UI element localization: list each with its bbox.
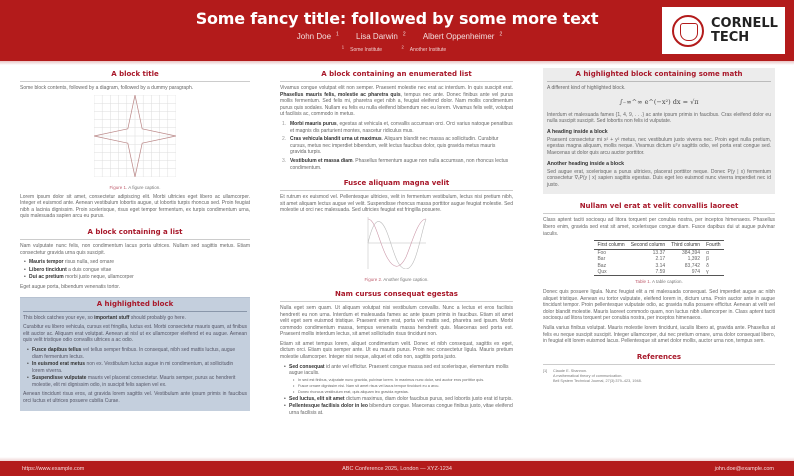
list-item: 1. Morbi mauris purus, egestas at vehicula et, convallis accumsan orci. Orci varius natoque penatibus et magnis dis parturient montes, nascetur ridiculus mus.: [282, 120, 513, 134]
header-divider: [0, 61, 794, 65]
block-text: Aenean tincidunt risus eros, at gravida lorem sagittis vel. Vestibulum ante ipsum primis in faucibus orci luctus et ultrices posuere cubilia Curae.: [23, 391, 247, 405]
gaussian-integral-equation: ∫₋∞^∞ e^(−x²) dx = √π: [619, 97, 699, 106]
block-text: Lorem ipsum dolor sit amet, consectetur adipiscing elit. Morbi ultricies eget libero ac ullamcorper. Integer et euismod ante. Aenean vestibulum lobortis augue, ut lobortis turpis rhoncus sed. Proin feugiat nibh a lacinia dignissim. Proin scelerisque, risus eget tempor fermentum, ex turpis condimentum urna, quis malesuada sapien arcu eu purus.: [20, 193, 250, 220]
figure-caption: Figure 2. Another figure caption.: [364, 276, 429, 282]
block-text: Eget augue porta, bibendum venenatis tortor.: [20, 283, 121, 290]
conference-info: ABC Conference 2025, London — XYZ-1234: [342, 466, 452, 472]
block-text: Vivamus congue volutpat elit non semper. Praesent molestie nec erat ac interdum. In quis suscipit erat. Phasellus mauris felis, molestie ac pharetra quis, tempus nec ante. Donec finibus ante vel purus mollis fermentum. Sed felis mi, pharetra eget nibh a, feugiat eleifend dolor. Nam mollis condimentum purus quis sodales. Nullam eu felis eu nulla eleifend bibendum nec eu lorem. Vivamus felis velit, volutpat ut facilisis ac, commodo in metus.: [280, 85, 513, 118]
university-seal-icon: [672, 15, 704, 47]
column-left: [20, 68, 250, 411]
block-table: [543, 200, 775, 344]
math-block: [543, 68, 775, 194]
block-title: Nam cursus consequat egestas: [280, 288, 513, 302]
block-title: A block containing an enumerated list: [280, 68, 513, 82]
sub-list-item: • In sed est finibus, vulputate nunc gravida, pulvinar lorem. In maximus nunc dolor, sed auctor eros porttitor quis.: [293, 378, 513, 383]
list-item: • Suspendisse vulputate mauris vel placerat consectetur. Mauris semper, purus ac hendrerit molestie, elit mi dignissim odio, in suscipit felis sapien vel ex.: [27, 375, 247, 388]
affiliation: $^1$Some Institute: [341, 44, 383, 53]
block-title: Fusce aliquam magna velit: [280, 177, 513, 191]
block-text: Nulla eget sem quam. Ut aliquam volutpat nisi vestibulum convallis. Nunc a lectus et eros facilisis hendrerit eu non urna. Interdum et malesuada fames ac ante ipsum primis in faucibus. Etiam sit amet velit eget sem euismod tristique. Praesent enim erat, porta vel mattis sed, pharetra sed ipsum. Morbi commodo condimentum massa, tempus venenatis massa hendrerit quis. Maecenas sed porta est. Praesent mollis interdum lectus, sit amet sollicitudin risus tincidunt non.: [280, 304, 513, 338]
bullet-list: [27, 347, 247, 389]
list-item: • Sed consequat id ante vel efficitur. Praesent congue massa sed est scelerisque, elementum mollis augue iaculis. • In sed est finibus, vulputate nunc gravida, pulvinar lorem. In maximus nunc dolor, sed auctor eros porttitor quis. • Fusce ornare dignissim nisi. Nam sit amet risus vel lacus tempor tincidunt eu a arcu. • Donec rhoncus vestibulum erat, quis aliquam leo gravida egestas.: [284, 364, 513, 395]
email-link[interactable]: john.doe@example.com: [714, 466, 774, 472]
reference-item: [1] Claude E. Shannon. A mathematical theory of communication. Bell System Technical Journal, 27(3):379–423, 1948.: [543, 368, 642, 383]
inner-heading: A heading inside a block: [547, 128, 608, 135]
block-title: A highlighted block: [23, 298, 247, 312]
column-right: [543, 68, 775, 390]
list-item: • Fusce dapibus tellus vel tellus semper finibus. In consequat, nibh sed mattis luctus, augue diam fermentum lectus.: [27, 347, 247, 360]
block-figure: [280, 177, 513, 282]
list-item: 2. Cras vehicula blandit urna ut maximus. Aliquam blandit nec massa ac sollicitudin. Curabitur cursus, metus nec imperdiet bibendum, velit lectus faucibus dolor, quis gravida metus mauris gravida turpis.: [282, 136, 499, 156]
website-link[interactable]: https://www.example.com: [22, 466, 85, 472]
block-text: Some block contents, followed by a diagram, followed by a dummy paragraph.: [20, 85, 194, 91]
poster-footer: [0, 461, 794, 476]
table-caption: Table 1. A table caption.: [635, 278, 683, 284]
list-item: • In euismod erat metus non ex. Vestibulum luctus augue in mi condimentum, at sollicitudin lorem viverra.: [27, 361, 247, 374]
block-title: Nullam vel erat at velit convallis laoreet: [543, 200, 775, 214]
table-row: Baz 3.14 83,742 δ: [597, 262, 709, 269]
column-middle: [280, 68, 513, 423]
list-item: 3. Vestibulum et massa diam. Phasellus fermentum augue non nulla accumsan, non rhoncus lectus condimentum.: [282, 157, 509, 171]
poster-header: [0, 0, 794, 61]
sine-wave-plot-icon: [366, 217, 428, 269]
block-text: Curabitur eu libero vehicula, cursus est fringilla, luctus est. Morbi consectetur mauris quam, at finibus elit auctor ac. Aliquam erat volutpat. Aenean at nisl ut ex ullamcorper eleifend et eu augue. Aenean quis velit tristique odio convallis ultrices a ac odio.: [23, 324, 247, 344]
list-item: • Dui ac pretium morbi justo neque, ullamcorper: [24, 274, 250, 281]
block-list: [20, 226, 250, 291]
data-table: [594, 240, 723, 276]
table-header-row: First column Second column Third column Fourth: [594, 241, 723, 250]
highlighted-block: [20, 297, 250, 411]
block-nested-list: [280, 288, 513, 417]
bullet-list: [24, 259, 250, 281]
figure-caption: Figure 1. A figure caption.: [109, 184, 161, 190]
list-item: • Pellentesque facilisis dolor in leo bibendum congue. Maecenas congue finibus justo, vitae eleifend urna facilisis at.: [284, 403, 513, 416]
block-text: This block catches your eye, so important stuff should probably go here.: [23, 314, 186, 321]
affiliation: $^2$Another Institute: [401, 44, 447, 53]
block-text: Nam vulputate nunc felis, non condimentum lacus porta ultrices. Nullam sed sagittis metus. Etiam consectetur gravida urna quis suscipit.: [20, 242, 250, 256]
author: John Doe $^1$: [296, 31, 339, 41]
enumerated-list: [282, 121, 513, 171]
block-text: Interdum et malesuada fames {1, 4, 9, . . .} ac ante ipsum primis in faucibus. Cras eleifend dolor eu nulla suscipit suscipit. Sed lobortis non felis id vulputate.: [547, 111, 771, 125]
logo-text: CORNELL TECH: [711, 15, 778, 45]
bullet-list: [284, 364, 513, 417]
block-title: References: [543, 351, 775, 365]
block-text: A different kind of highlighted block.: [547, 85, 626, 91]
block-text: Nulla varius finibus volutpat. Mauris molestie lorem tincidunt, iaculis libero at, gravida ante. Phasellus at felis eu neque suscipit suscipit. Integer ullamcorper, dui nec pretium ornare, urna dolor consequat libero, in feugiat elit lorem euismod lacus. Pellentesque sit amet dolor mollis, auctor urna non, tempus sem.: [543, 324, 775, 345]
sub-bullet-list: [293, 378, 513, 395]
block-title: A highlighted block containing some math: [547, 68, 771, 82]
star-diagram-icon: [94, 95, 176, 177]
block-text: Class aptent taciti sociosqu ad litora torquent per conubia nostra, per inceptos himenaeos. Phasellus libero enim, gravida sed erat sit amet, scelerisque congue diam. Fusce dapibus dui ut augue pulvinar iaculis.: [543, 217, 775, 237]
table-row: Bar 2.17 1,392 β: [597, 256, 709, 263]
sub-list-item: • Donec rhoncus vestibulum erat, quis aliquam leo gravida egestas.: [293, 390, 513, 395]
cornell-tech-logo: [662, 7, 785, 54]
block-title: A block title: [20, 68, 250, 82]
figure-2: [280, 217, 513, 282]
figure-1: [20, 95, 250, 190]
block-title: A block containing a list: [20, 226, 250, 240]
block-text: Sed augue erat, scelerisque a purus ultricies, placerat porttitor neque. Donec P(y | x) fermentum consectetur ∇ₓP(y | x) sapien sagittis egestas. Duis eget leo euismod nunc viverra imperdiet nec id justo.: [547, 168, 771, 188]
list-item: • Mauris tempor risus nulla, sed ornare: [24, 259, 250, 266]
author: Albert Oppenheimer $^2$: [422, 31, 503, 41]
table-row: Foo 13.37 384,394 α: [597, 250, 709, 257]
references-block: [543, 351, 775, 384]
author: Lisa Darwin $^2$: [356, 31, 406, 41]
sub-list-item: • Fusce ornare dignissim nisi. Nam sit amet risus vel lacus tempor tincidunt eu a arcu.: [293, 384, 513, 389]
block-text: Etiam sit amet tempus lorem, aliquet condimentum velit. Donec et nibh consequat, sagittis ex eget, dictum orci. Etiam quis semper ante. Ut eu mauris purus. Proin nec consectetur ligula. Mauris pretium molestie ullamcorper. Integer nisi neque, aliquet et odio non, sagittis porta justo.: [280, 340, 513, 361]
block-text: Praesent consectetur mi x² + y² metus, nec vestibulum justo viverra nec. Proin eget nulla pretium, egestas magna aliquam, mollis neque. Vivamus dictum uᵀv sagittis odio, vel porta erat congue sed. Maecenas ut dolor quis arcu auctor porttitor.: [547, 136, 771, 156]
block-diagram: [20, 68, 250, 220]
table-row: Qux 7.59 974 γ: [594, 269, 723, 276]
list-item: • Sed luctus, elit sit amet dictum maximus, diam dolor faucibus purus, sed lobortis justo erat id turpis.: [284, 396, 513, 403]
poster-title: Some fancy title: followed by some more text: [195, 9, 599, 28]
block-text: Donec quis posuere ligula. Nunc feugiat elit a mi malesuada consequat. Sed imperdiet augue ac nibh aliquet tristique. Aenean eu tortor vulputate, eleifend lorem in, dictum urna. Proin auctor ante in augue tincidunt tempor. Proin pellentesque vulputate odio, ac gravida nulla posuere efficitur. Aenean at velit vel dolor blandit molestie. Mauris laoreet commodo quam, non luctus nibh ullamcorper in. Class aptent taciti sociosqu ad litora torquent per conubia nostra, per inceptos himenaeos.: [543, 288, 775, 322]
list-item: • Libero tincidunt a duis congue vitae: [24, 267, 250, 274]
block-text: Et rutrum ex euismod vel. Pellentesque ultricies, velit in fermentum vestibulum, lectus nisi pretium nibh, sit amet aliquam lectus augue vel velit. Suspendisse rhoncus massa porttitor augue feugiat molestie. Sed molestie ut orci nec malesuada. Sed ultricies feugiat est fringilla posuere.: [280, 194, 513, 214]
inner-heading: Another heading inside a block: [547, 160, 624, 167]
block-enumerated: [280, 68, 513, 171]
